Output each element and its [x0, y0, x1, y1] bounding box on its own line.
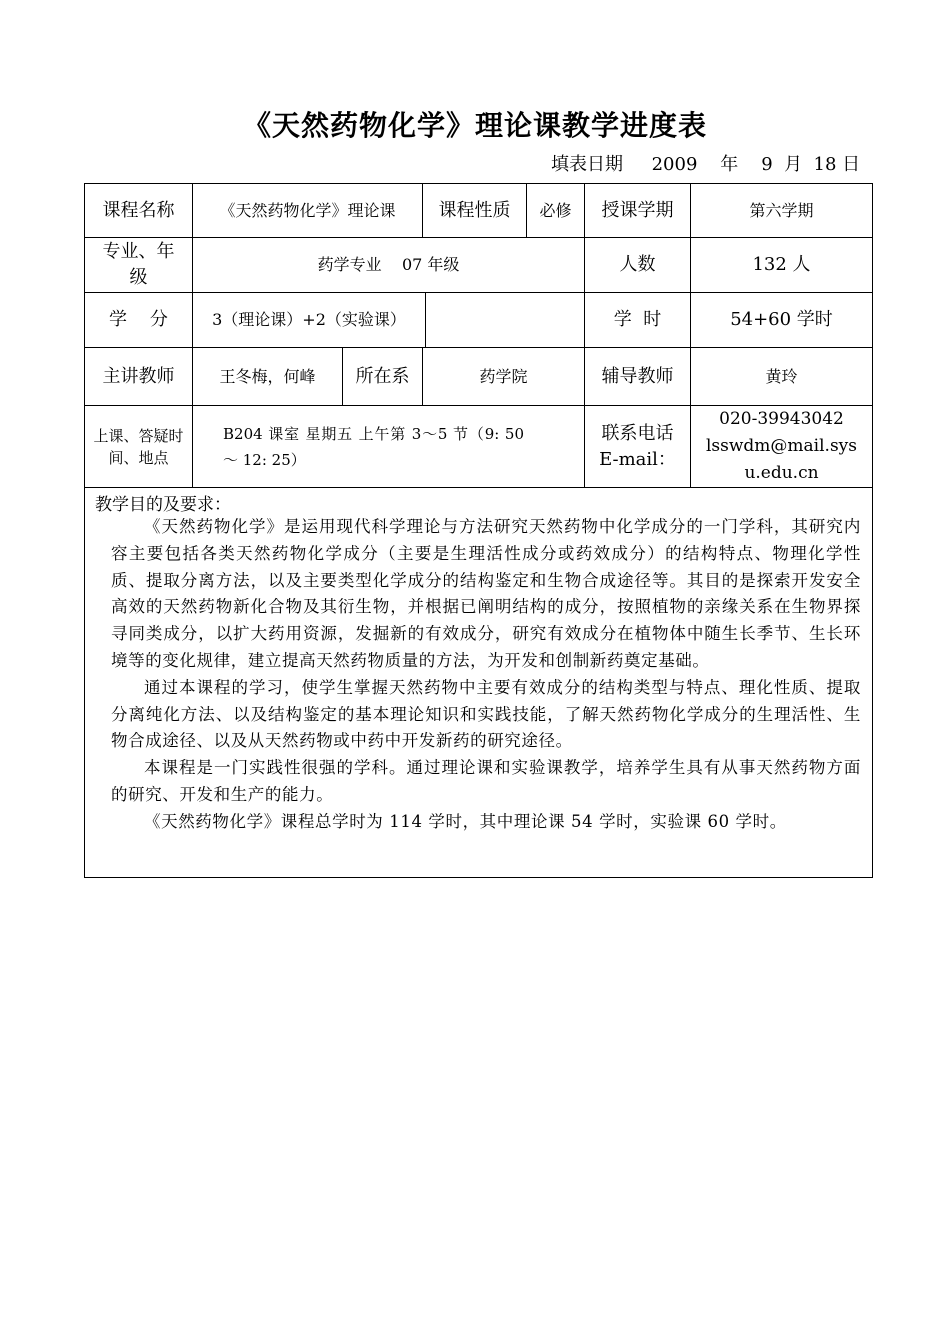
semester-label: 授课学期 [601, 199, 674, 221]
course-type-label: 课程性质 [438, 199, 511, 221]
dept-label: 所在系 [355, 365, 410, 387]
course-name-label: 课程名称 [102, 199, 175, 221]
semester-value: 第六学期 [749, 200, 814, 220]
major-label: 专业、年级 [102, 241, 175, 288]
students-label: 人数 [619, 254, 656, 275]
objectives-paragraph: 本课程是一门实践性很强的学科。通过理论课和实验课教学，培养学生具有从事天然药物方面的研究、开发和生产的能力。 [111, 758, 861, 804]
hours-label: 学 时 [613, 309, 662, 330]
course-type-value: 必修 [539, 200, 572, 220]
objectives-paragraph: 通过本课程的学习，使学生掌握天然药物中主要有效成分的结构类型与特点、理化性质、提取分离纯化方法、以及结构鉴定的基本理论知识和实践技能，了解天然药物化学成分的生理活性、生物合成途径、以及从天然药物或中药中开发新药的研究途径。 [111, 677, 861, 751]
objectives-paragraph: 《天然药物化学》是运用现代科学理论与方法研究天然药物中化学成分的一门学科，其研究内容主要包括各类天然药物化学成分（主要是生理活性成分或药效成分）的结构特点、物理化学性质、提取分离方法，以及主要类型化学成分的结构鉴定和生物合成途径等。其目的是探索开发安全高效的天然药物新化合物及其衍生物，并根据已阐明结构的成分，按照植物的亲缘关系在生物界探寻同类成分，以扩大药用资源，发掘新的有效成分，研究有效成分在植物体中随生长季节、生长环境等的变化规律，建立提高天然药物质量的方法，为开发和创制新药奠定基础。 [111, 517, 861, 670]
tutor-label: 辅导教师 [601, 365, 674, 387]
objectives-heading: 教学目的及要求： [95, 495, 231, 515]
course-name-value: 《天然药物化学》理论课 [219, 200, 396, 220]
hours-value: 54+60 学时 [730, 309, 833, 330]
tutor-value: 黄玲 [765, 366, 798, 386]
page-title: 《天然药物化学》理论课教学进度表 [242, 109, 707, 142]
teacher-value: 王冬梅，何峰 [219, 366, 316, 386]
contact-cell [691, 406, 872, 487]
contact-email[interactable]: lsswdm@mail.sysu.edu.cn [705, 436, 858, 483]
teacher-label: 主讲教师 [102, 365, 175, 387]
fill-date: 填表日期 2009 年 9 月 18 日 [551, 154, 861, 175]
time-place-label: 上课、答疑时间、地点 [93, 426, 184, 467]
objectives-body [111, 514, 861, 836]
contact-phone: 020-39943042 [719, 409, 844, 429]
contact-label: 联系电话 E-mail： [599, 422, 676, 470]
col-divider [425, 292, 426, 348]
credits-label: 学 分 [109, 309, 168, 330]
row-divider [84, 487, 873, 488]
credits-value: 3（理论课）+2（实验课） [212, 310, 406, 329]
major-value: 药学专业 07 年级 [317, 255, 460, 274]
objectives-paragraph: 《天然药物化学》课程总学时为 114 学时，其中理论课 54 学时，实验课 60 学时。 [144, 811, 787, 831]
dept-value: 药学院 [479, 366, 528, 386]
time-place-value: B204 课室 星期五 上午第 3～5 节（9: 50 ～ 12: 25） [223, 424, 524, 469]
students-value: 132 人 [752, 254, 811, 275]
